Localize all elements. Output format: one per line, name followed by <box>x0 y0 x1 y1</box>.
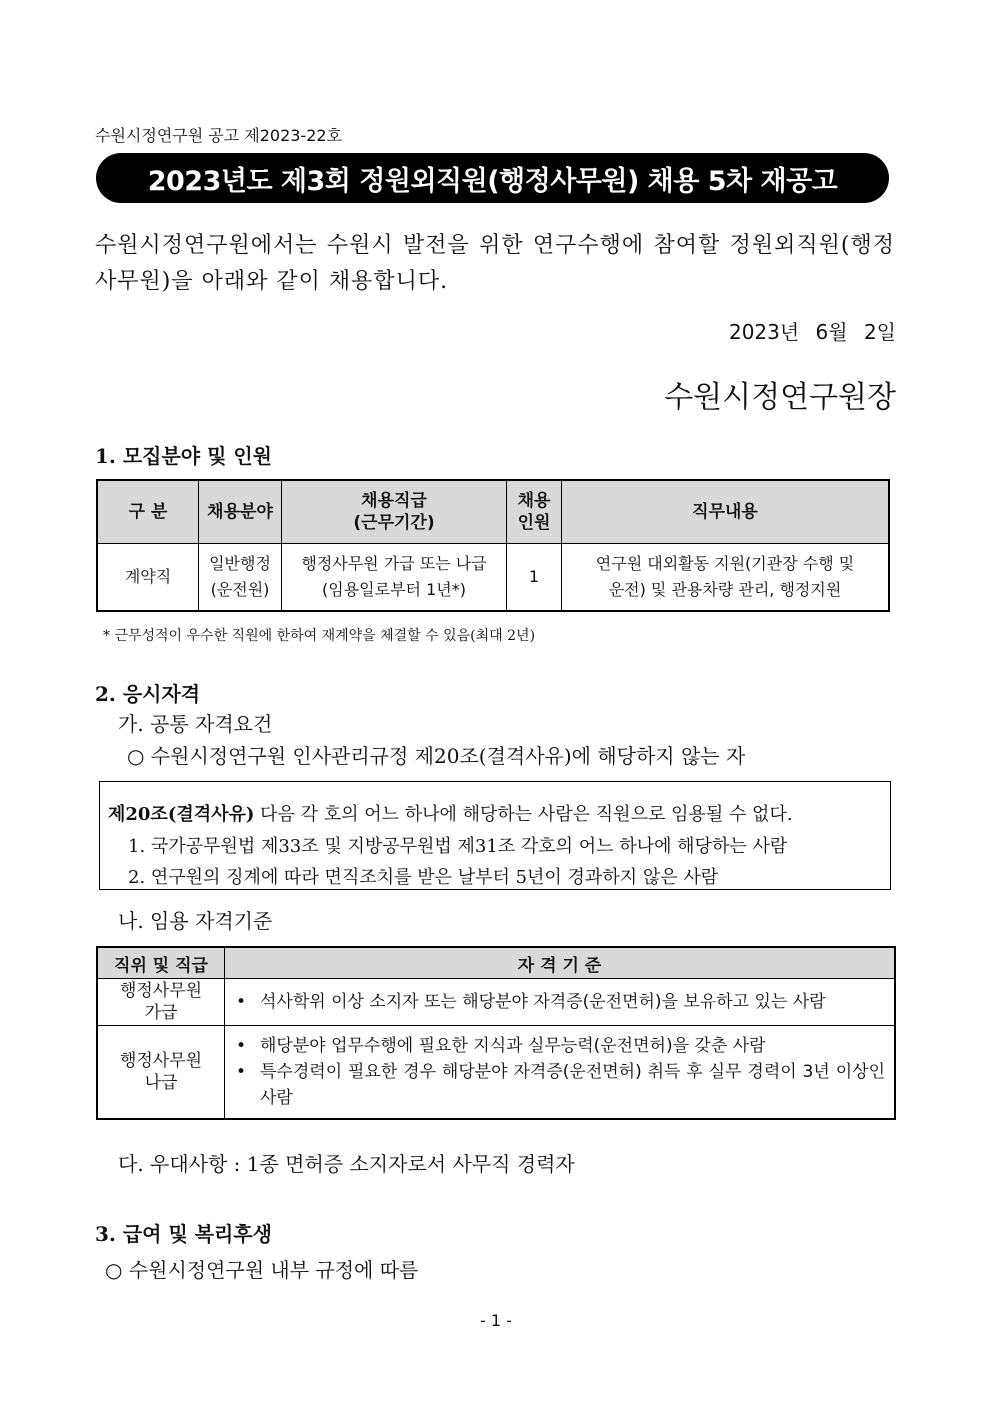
header-criteria: 자 격 기 준 <box>225 947 896 979</box>
table-row <box>97 1026 895 1120</box>
intro-paragraph: 수원시정연구원에서는 수원시 발전을 위한 연구수행에 참여할 정원외직원(행정사무원)을 아래와 같이 채용합니다. <box>95 233 895 294</box>
cell-position-line2: 나급 <box>144 1073 178 1093</box>
header-position: 직위 및 직급 <box>97 947 225 979</box>
disqualification-title: 제20조(결격사유) <box>108 804 255 825</box>
recruitment-table <box>96 479 890 612</box>
cell-criteria <box>225 979 896 1026</box>
header-duty: 직무내용 <box>562 480 890 544</box>
section1-heading: 1. 모집분야 및 인원 <box>95 444 273 468</box>
table-row <box>97 544 889 612</box>
header-count-line1: 채용 <box>517 491 551 511</box>
disqualification-item-2: 2. 연구원의 징계에 따라 면직조치를 받은 날부터 5년이 경과하지 않은 사람 <box>128 867 719 888</box>
qualification-heading: 나. 임용 자격기준 <box>118 909 273 933</box>
common-requirements-item: ○ 수원시정연구원 인사관리규정 제20조(결격사유)에 해당하지 않는 자 <box>127 744 746 768</box>
header-category: 구 분 <box>97 480 199 544</box>
list-item: • 해당분야 업무수행에 필요한 지식과 실무능력(운전면허)을 갖춘 사람 <box>260 1033 885 1059</box>
section2-heading: 2. 응시자격 <box>95 682 201 706</box>
cell-type: 계약직 <box>97 544 199 612</box>
criteria-list <box>226 1027 893 1117</box>
cell-position-line1: 행정사무원 <box>119 1051 203 1071</box>
header-field: 채용분야 <box>199 480 282 544</box>
signer: 수원시정연구원장 <box>664 380 896 415</box>
qualification-table <box>96 946 896 1120</box>
header-grade-line2: (근무기간) <box>353 513 435 533</box>
disqualification-box <box>99 781 891 890</box>
cell-grade-line1: 행정사무원 가급 또는 나급 <box>301 554 487 573</box>
section3-heading: 3. 급여 및 복리후생 <box>95 1222 273 1246</box>
header-grade-line1: 채용직급 <box>361 491 427 511</box>
cell-duty-line2: 운전) 및 관용차량 관리, 행정지원 <box>608 580 842 599</box>
document-title-text: 2023년도 제3회 정원외직원(행정사무원) 채용 5차 재공고 <box>147 165 838 197</box>
table-header-row <box>97 480 889 544</box>
list-item: • 석사학위 이상 소지자 또는 해당분야 자격증(운전면허)을 보유하고 있는 사람 <box>260 989 885 1015</box>
cell-duty <box>562 544 890 612</box>
common-requirements-heading: 가. 공통 자격요건 <box>118 712 273 736</box>
renewal-note: * 근무성적이 우수한 직원에 한하여 재계약을 체결할 수 있음(최대 2년) <box>103 628 536 644</box>
document-title <box>96 153 889 203</box>
header-count-line2: 인원 <box>517 513 551 533</box>
cell-count: 1 <box>507 544 562 612</box>
notice-number: 수원시정연구원 공고 제2023-22호 <box>95 126 343 145</box>
table-header-row <box>97 947 895 979</box>
cell-criteria <box>225 1026 896 1120</box>
preference-line: 다. 우대사항 : 1종 면허증 소지자로서 사무직 경력자 <box>118 1152 575 1176</box>
page-number: - 1 - <box>480 1311 512 1330</box>
disqualification-statement <box>108 800 793 826</box>
announcement-date: 2023년 6월 2일 <box>728 320 896 344</box>
cell-duty-line1: 연구원 대외활동 지원(기관장 수행 및 <box>595 554 855 573</box>
criteria-list <box>226 983 893 1021</box>
cell-position-line2: 가급 <box>144 1003 178 1023</box>
cell-field-line1: 일반행정 <box>209 554 271 573</box>
salary-item: ○ 수원시정연구원 내부 규정에 따름 <box>105 1258 419 1282</box>
cell-grade-line2: (임용일로부터 1년*) <box>322 580 466 599</box>
disqualification-item-1: 1. 국가공무원법 제33조 및 지방공무원법 제31조 각호의 어느 하나에 해당하는 사람 <box>128 836 788 857</box>
cell-position <box>97 1026 225 1120</box>
cell-field <box>199 544 282 612</box>
cell-position-line1: 행정사무원 <box>119 981 203 1001</box>
header-grade <box>282 480 507 544</box>
cell-grade <box>282 544 507 612</box>
disqualification-text: 다음 각 호의 어느 하나에 해당하는 사람은 직원으로 임용될 수 없다. <box>254 804 793 825</box>
header-count <box>507 480 562 544</box>
cell-field-line2: (운전원) <box>210 580 270 599</box>
table-row <box>97 979 895 1026</box>
list-item: • 특수경력이 필요한 경우 해당분야 자격증(운전면허) 취득 후 실무 경력이 3년 이상인 사람 <box>260 1059 885 1111</box>
cell-position <box>97 979 225 1026</box>
